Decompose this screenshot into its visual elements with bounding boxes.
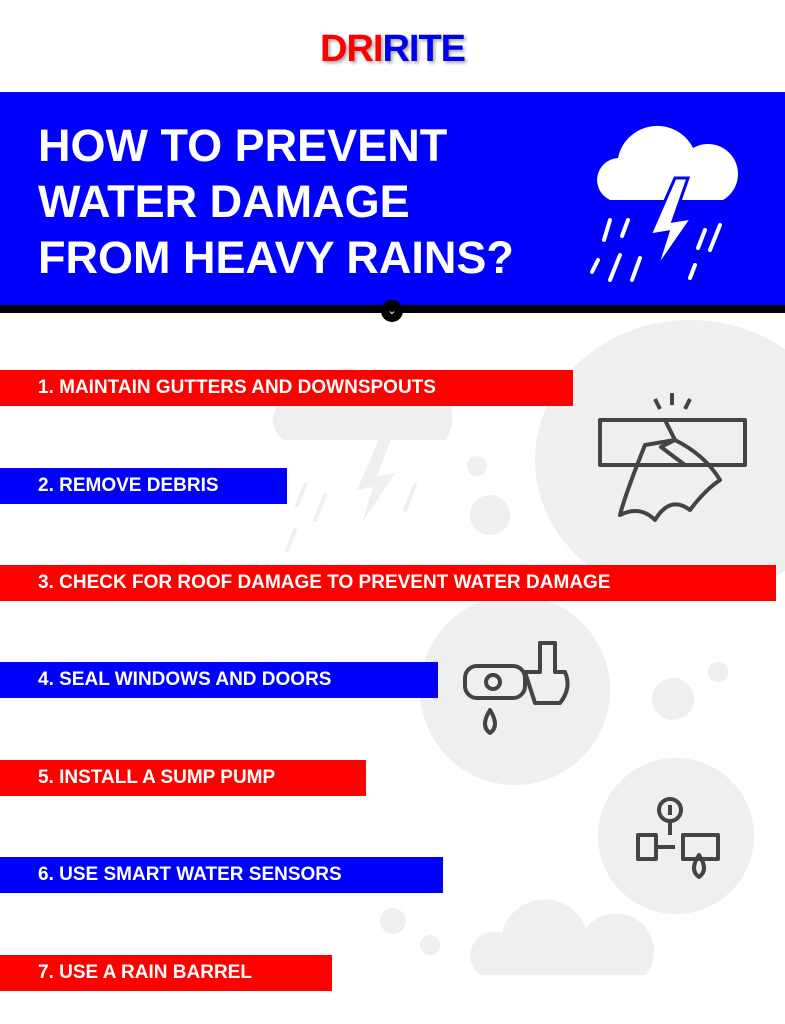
leaking-faucet-icon	[460, 638, 575, 743]
step-3: 3. CHECK FOR ROOF DAMAGE TO PREVENT WATER DAMAGE	[0, 565, 776, 601]
page-title	[38, 118, 578, 286]
step-7: 7. USE A RAIN BARREL	[0, 955, 332, 991]
background-circle	[467, 456, 487, 476]
step-4: 4. SEAL WINDOWS AND DOORS	[0, 662, 438, 698]
title-line: WATER DAMAGE	[38, 176, 410, 227]
broken-gutter-icon	[595, 385, 755, 530]
title-line: FROM HEAVY RAINS?	[38, 232, 514, 283]
background-circle	[708, 662, 728, 682]
step-2: 2. REMOVE DEBRIS	[0, 468, 287, 504]
background-circle	[380, 908, 406, 934]
water-sensor-icon	[633, 795, 728, 885]
logo	[0, 28, 785, 71]
step-5: 5. INSTALL A SUMP PUMP	[0, 760, 366, 796]
background-circle	[652, 678, 694, 720]
background-cloud-icon	[470, 880, 660, 1024]
title-line: HOW TO PREVENT	[38, 120, 448, 171]
background-circle	[420, 935, 440, 955]
logo-part-blue: RITE	[382, 28, 465, 70]
storm-cloud-icon	[580, 100, 750, 300]
chevron-down-icon: ⌄	[381, 300, 403, 322]
background-circle	[470, 495, 510, 535]
step-1: 1. MAINTAIN GUTTERS AND DOWNSPOUTS	[0, 370, 573, 406]
step-6: 6. USE SMART WATER SENSORS	[0, 857, 443, 893]
logo-part-red: DRI	[319, 28, 383, 70]
